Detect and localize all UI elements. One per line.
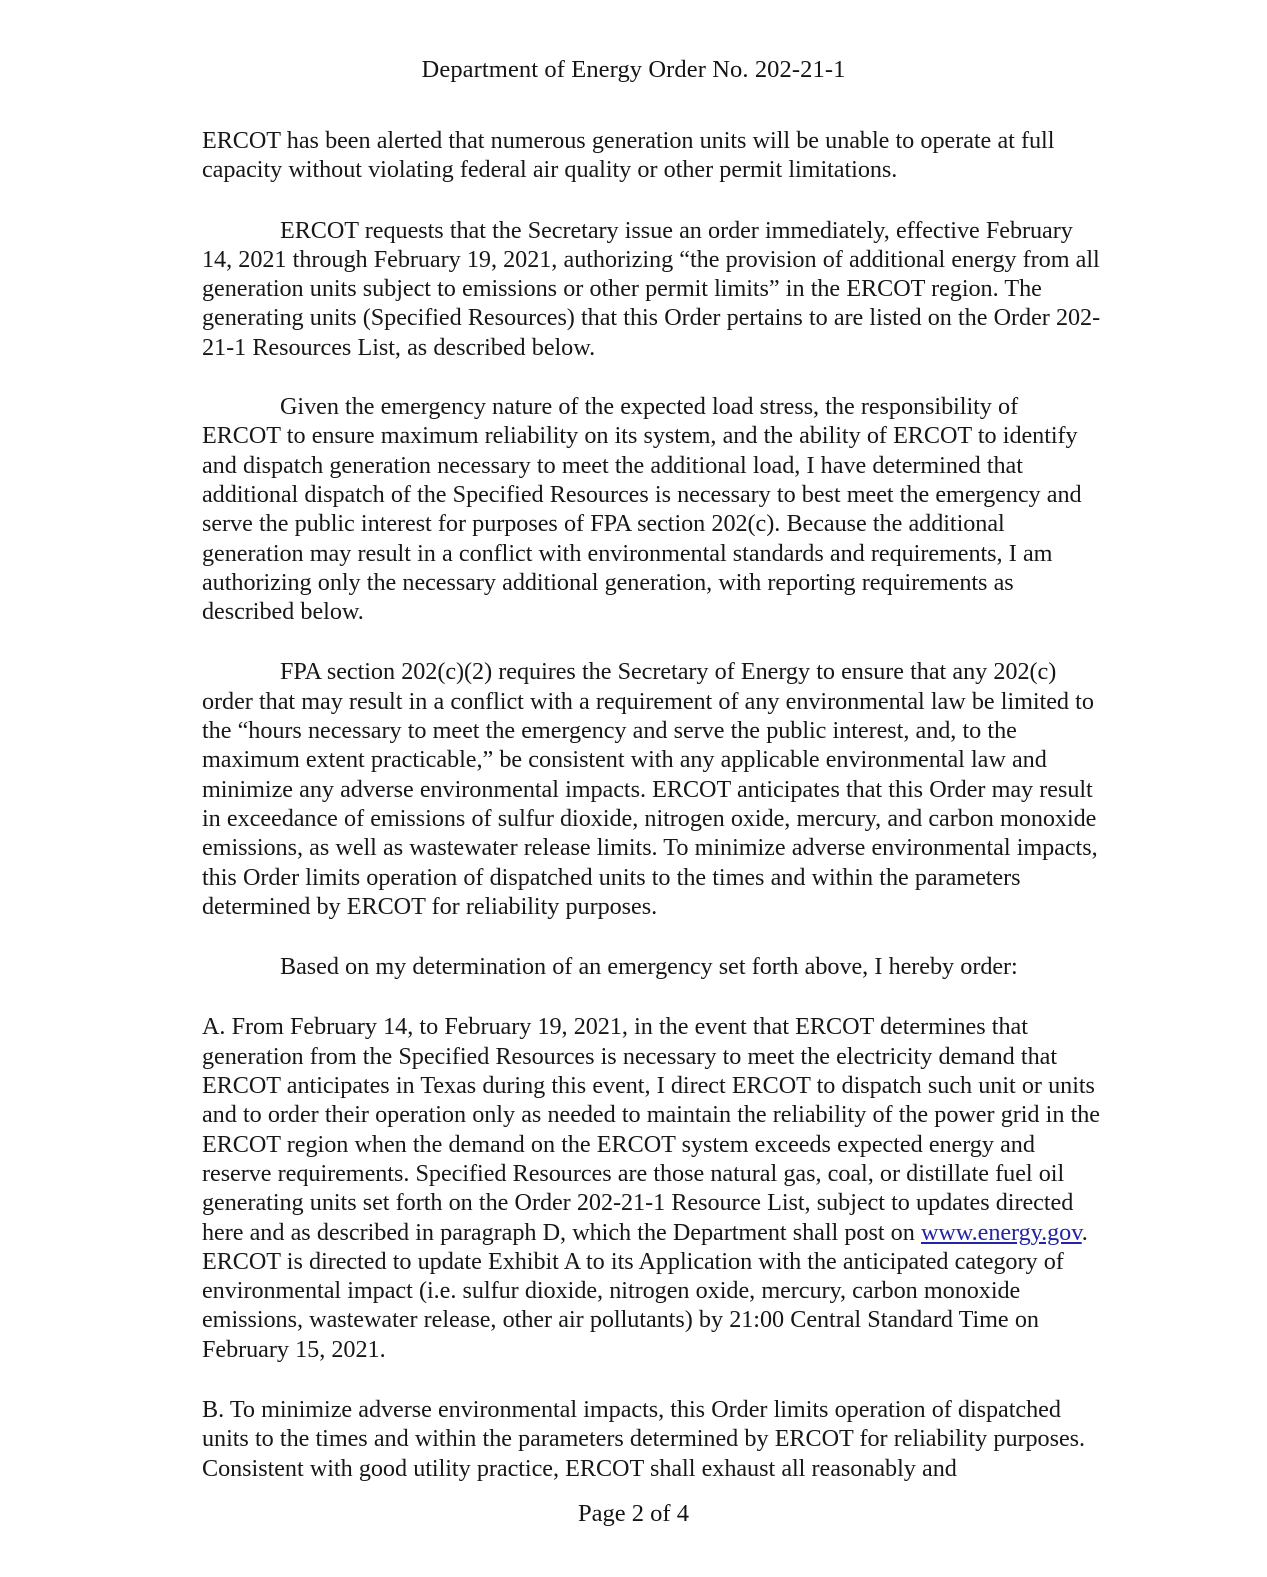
energy-gov-link[interactable]: www.energy.gov: [920, 1218, 1082, 1246]
document-body: [202, 126, 1102, 1483]
paragraph-hereby-order: Based on my determination of an emergency set forth above, I hereby order:: [280, 953, 1018, 981]
order-item-a-text-after-link: . ERCOT is directed to update Exhibit A to its Application with the anticipated category of environmental impact (i.e. sulfur dioxide, nitrogen oxide, mercury, carbon monoxide emissions, wastewater release, other air pollutants) by 21:00 Central Standard Time on February 15, 2021.: [202, 1218, 1088, 1363]
paragraph-fpa-section-202c2: FPA section 202(c)(2) requires the Secretary of Energy to ensure that any 202(c) order that may result in a conflict with a requirement of any environmental law be limited to the “hours necessary to meet the emergency and serve the public interest, and, to the maximum extent practicable,” be consistent with any applicable environmental law and minimize any adverse environmental impacts. ERCOT anticipates that this Order may result in exceedance of emissions of sulfur dioxide, nitrogen oxide, mercury, and carbon monoxide emissions, as well as wastewater release limits. To minimize adverse environmental impacts, this Order limits operation of dispatched units to the times and within the parameters determined by ERCOT for reliability purposes.: [202, 658, 1098, 920]
order-item-a-text-before-link: A. From February 14, to February 19, 2021, in the event that ERCOT determines that generation from the Specified Resources is necessary to meet the electricity demand that ERCOT anticipates in Texas during this event, I direct ERCOT to dispatch such unit or units and to order their operation only as needed to maintain the reliability of the power grid in the ERCOT region when the demand on the ERCOT system exceeds expected energy and reserve requirements. Specified Resources are those natural gas, coal, or distillate fuel oil generating units set forth on the Order 202-21-1 Resource List, subject to updates directed here and as described in paragraph D, which the Department shall post on: [202, 1013, 1100, 1246]
paragraph-spacer: [202, 185, 1102, 216]
paragraph-ercot-requests: ERCOT requests that the Secretary issue an order immediately, effective February 14, 2021 through February 19, 2021, authorizing “the provision of additional energy from all generation units subject to emissions or other permit limits” in the ERCOT region. The generating units (Specified Resources) that this Order pertains to are listed on the Order 202-21-1 Resources List, as described below.: [202, 216, 1101, 361]
paragraph-spacer: [202, 1364, 1102, 1395]
paragraph-order-item-b: B. To minimize adverse environmental impacts, this Order limits operation of dispatched units to the times and within the parameters determined by ERCOT for reliability purposes. Consistent with good utility practice, ERCOT shall exhaust all reasonably and: [202, 1395, 1085, 1482]
paragraph-spacer: [202, 921, 1102, 952]
paragraph-spacer: [202, 362, 1102, 392]
paragraph-spacer: [202, 626, 1102, 657]
page-footer-number: Page 2 of 4: [578, 1500, 689, 1527]
paragraph-ercot-alerted: ERCOT has been alerted that numerous generation units will be unable to operate at full capacity without violating federal air quality or other permit limitations.: [202, 127, 1055, 184]
paragraph-order-item-a: [202, 1012, 1102, 1364]
page-header-title: Department of Energy Order No. 202-21-1: [421, 56, 846, 83]
paragraph-emergency-nature: Given the emergency nature of the expected load stress, the responsibility of ERCOT to ensure maximum reliability on its system, and the ability of ERCOT to identify and dispatch generation necessary to meet the additional load, I have determined that additional dispatch of the Specified Resources is necessary to best meet the emergency and serve the public interest for purposes of FPA section 202(c). Because the additional generation may result in a conflict with environmental standards and requirements, I am authorizing only the necessary additional generation, with reporting requirements as described below.: [202, 393, 1082, 626]
paragraph-spacer: [202, 981, 1102, 1012]
